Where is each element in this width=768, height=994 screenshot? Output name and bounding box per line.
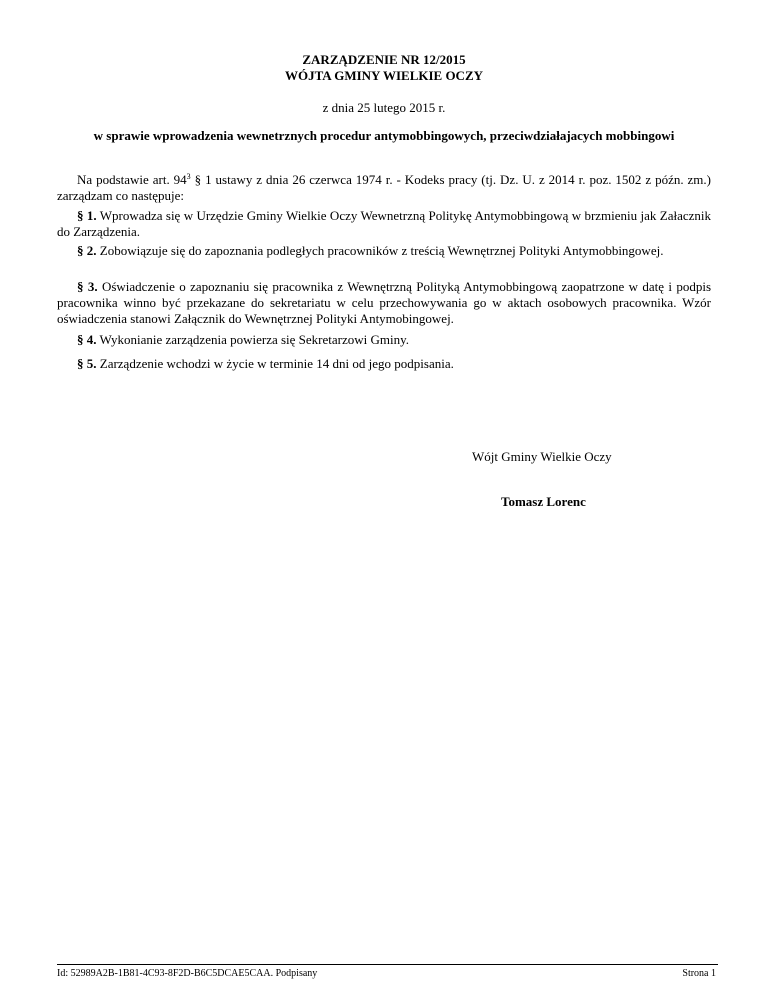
section-1 bbox=[57, 208, 711, 240]
section-2-label: § 2. bbox=[77, 243, 97, 258]
section-5-text: Zarządzenie wchodzi w życie w terminie 14 dni od jego podpisania. bbox=[96, 356, 454, 371]
section-2 bbox=[57, 243, 711, 259]
title-line-1: ZARZĄDZENIE NR 12/2015 bbox=[302, 52, 466, 67]
signature-title: Wójt Gminy Wielkie Oczy bbox=[472, 449, 612, 464]
section-4-text: Wykonianie zarządzenia powierza się Sekretarzowi Gminy. bbox=[96, 332, 410, 347]
title-line-2: WÓJTA GMINY WIELKIE OCZY bbox=[284, 68, 484, 83]
section-4-label: § 4. bbox=[77, 332, 97, 347]
preamble-superscript: 3 bbox=[186, 172, 191, 181]
footer-page-number: Strona 1 bbox=[682, 968, 716, 979]
section-5 bbox=[57, 356, 711, 372]
footer-document-id: Id: 52989A2B-1B81-4C93-8F2D-B6C5DCAE5CAA. Podpisany bbox=[57, 968, 318, 979]
section-2-text: Zobowiązuje się do zapoznania podległych pracowników z treścią Wewnętrznej Polityki Antymobbingowej. bbox=[96, 243, 664, 258]
preamble-text-2: § 1 ustawy z dnia 26 czerwca 1974 r. - Kodeks pracy (tj. Dz. U. z 2014 r. poz. 1502 z późn. zm.) zarządzam co następuje: bbox=[57, 172, 711, 203]
section-3-text: Oświadczenie o zapoznaniu się pracownika z Wewnętrzną Polityką Antymobbingową zaopatrzone w datę i podpis pracownika winno być przekazane do sekretariatu w celu przechowywania go w aktach osobowych pracownika. Wzór oświadczenia stanowi Załącznik do Wewnętrznej Polityki Antymobingowej. bbox=[57, 279, 712, 326]
preamble bbox=[57, 172, 711, 204]
section-3 bbox=[57, 279, 711, 327]
section-1-text: Wprowadza się w Urzędzie Gminy Wielkie Oczy Wewnetrzną Politykę Antymobbingową w brzmieniu jak Załacznik do Zarządzenia. bbox=[57, 208, 711, 239]
document-title bbox=[0, 52, 768, 84]
section-5-label: § 5. bbox=[77, 356, 97, 371]
preamble-text-1: Na podstawie art. 94 bbox=[77, 172, 187, 187]
section-1-label: § 1. bbox=[77, 208, 97, 223]
footer-divider bbox=[57, 964, 718, 965]
section-3-label: § 3. bbox=[77, 279, 98, 294]
signature-name: Tomasz Lorenc bbox=[501, 494, 586, 509]
section-4 bbox=[57, 332, 711, 348]
document-date: z dnia 25 lutego 2015 r. bbox=[322, 100, 446, 115]
document-subject: w sprawie wprowadzenia wewnetrznych procedur antymobbingowych, przeciwdziałajacych mobbingowi bbox=[93, 128, 675, 143]
